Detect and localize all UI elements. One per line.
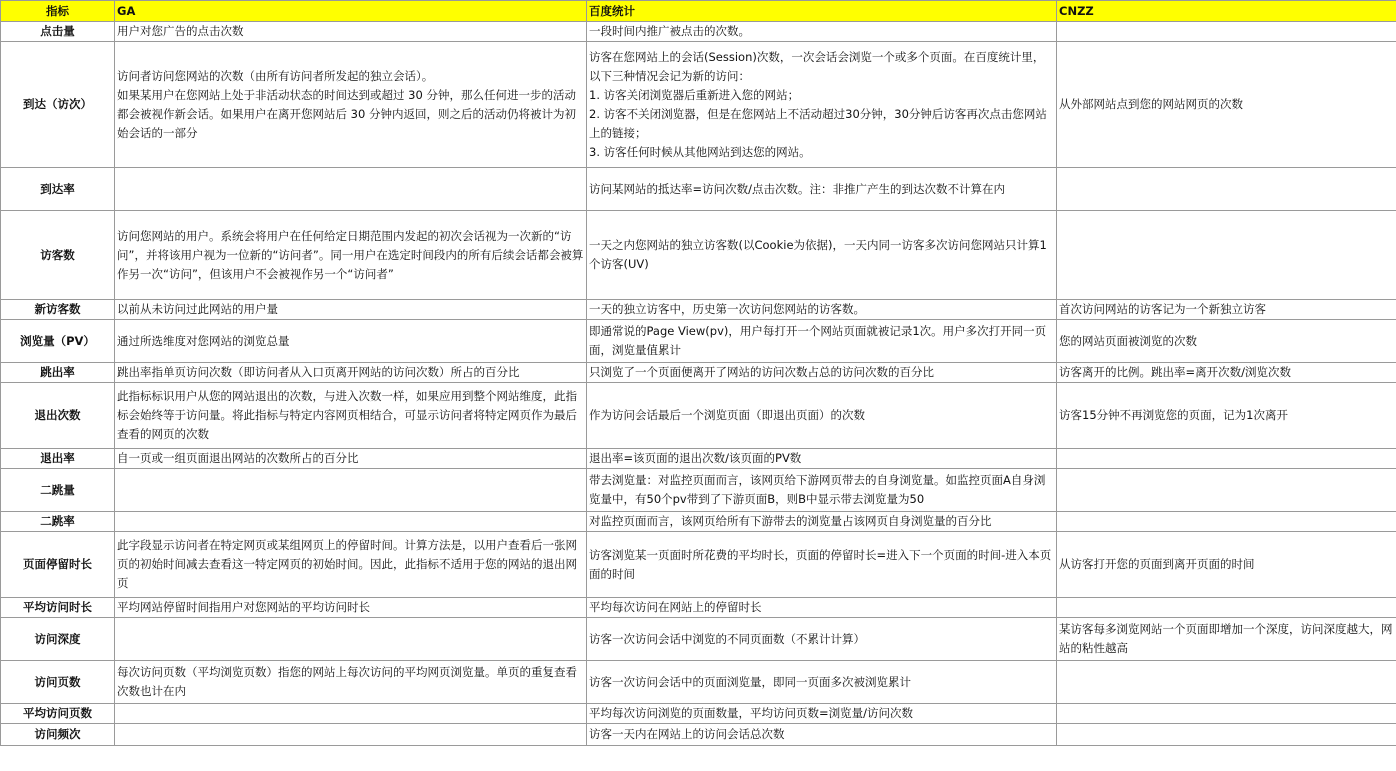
baidu-cell: 访客一次访问会话中浏览的不同页面数（不累计计算） — [587, 618, 1057, 661]
table-row — [1, 42, 1396, 168]
ga-cell: 通过所选维度对您网站的浏览总量 — [115, 320, 587, 363]
table-row — [1, 661, 1396, 704]
cnzz-cell: 从访客打开您的页面到离开页面的时间 — [1057, 532, 1396, 598]
cnzz-cell — [1057, 512, 1396, 532]
baidu-cell: 平均每次访问浏览的页面数量，平均访问页数=浏览量/访问次数 — [587, 704, 1057, 724]
metric-cell: 二跳量 — [1, 469, 115, 512]
baidu-cell: 作为访问会话最后一个浏览页面（即退出页面）的次数 — [587, 383, 1057, 449]
ga-cell: 自一页或一组页面退出网站的次数所占的百分比 — [115, 449, 587, 469]
table-row — [1, 383, 1396, 449]
cnzz-cell — [1057, 469, 1396, 512]
table-body — [1, 22, 1396, 746]
baidu-cell: 访客在您网站上的会话(Session)次数，一次会话会浏览一个或多个页面。在百度统计里，以下三种情况会记为新的访问： 1. 访客关闭浏览器后重新进入您的网站； 2. 访客不关闭浏览器，但是在您网站上不活动超过30分钟，30分钟后访客再次点击您网站上的链接； 3. 访客任何时候从其他网站到达您的网站。 — [587, 42, 1057, 168]
table-row — [1, 211, 1396, 300]
header-ga: GA — [115, 1, 587, 22]
metric-cell: 退出次数 — [1, 383, 115, 449]
table-row — [1, 469, 1396, 512]
ga-cell: 访问您网站的用户。系统会将用户在任何给定日期范围内发起的初次会话视为一次新的“访问”，并将该用户视为一位新的“访问者”。同一用户在选定时间段内的所有后续会话都会被算作另一次“访问”，但该用户不会被视作另一个“访问者” — [115, 211, 587, 300]
header-baidu: 百度统计 — [587, 1, 1057, 22]
metric-cell: 访问深度 — [1, 618, 115, 661]
baidu-cell: 一天之内您网站的独立访客数(以Cookie为依据)，一天内同一访客多次访问您网站只计算1个访客(UV) — [587, 211, 1057, 300]
cnzz-cell — [1057, 661, 1396, 704]
cnzz-cell — [1057, 211, 1396, 300]
baidu-cell: 一天的独立访客中，历史第一次访问您网站的访客数。 — [587, 300, 1057, 320]
ga-cell: 每次访问页数（平均浏览页数）指您的网站上每次访问的平均网页浏览量。单页的重复查看次数也计在内 — [115, 661, 587, 704]
metric-cell: 浏览量（PV） — [1, 320, 115, 363]
ga-cell: 此字段显示访问者在特定网页或某组网页上的停留时间。计算方法是，以用户查看后一张网页的初始时间减去查看这一特定网页的初始时间。因此，此指标不适用于您的网站的退出网页 — [115, 532, 587, 598]
baidu-cell: 访客一次访问会话中的页面浏览量，即同一页面多次被浏览累计 — [587, 661, 1057, 704]
cnzz-cell — [1057, 168, 1396, 211]
baidu-cell: 只浏览了一个页面便离开了网站的访问次数占总的访问次数的百分比 — [587, 363, 1057, 383]
metric-cell: 点击量 — [1, 22, 115, 42]
metric-cell: 平均访问时长 — [1, 598, 115, 618]
header-cnzz: CNZZ — [1057, 1, 1396, 22]
baidu-cell: 带去浏览量：对监控页面而言，该网页给下游网页带去的自身浏览量。如监控页面A自身浏览量中，有50个pv带到了下游页面B，则B中显示带去浏览量为50 — [587, 469, 1057, 512]
table-row — [1, 449, 1396, 469]
table-row — [1, 724, 1396, 746]
cnzz-cell — [1057, 704, 1396, 724]
baidu-cell: 访客一天内在网站上的访问会话总次数 — [587, 724, 1057, 746]
metric-cell: 跳出率 — [1, 363, 115, 383]
table-row — [1, 300, 1396, 320]
baidu-cell: 访客浏览某一页面时所花费的平均时长，页面的停留时长=进入下一个页面的时间-进入本页面的时间 — [587, 532, 1057, 598]
ga-cell — [115, 724, 587, 746]
metric-cell: 访问页数 — [1, 661, 115, 704]
cnzz-cell: 访客离开的比例。跳出率=离开次数/浏览次数 — [1057, 363, 1396, 383]
table-row — [1, 532, 1396, 598]
header-row — [1, 1, 1396, 22]
header-metric: 指标 — [1, 1, 115, 22]
ga-cell: 访问者访问您网站的次数（由所有访问者所发起的独立会话）。 如果某用户在您网站上处于非活动状态的时间达到或超过 30 分钟，那么任何进一步的活动都会被视作新会话。如果用户在离开您网站后 30 分钟内返回，则之后的活动仍将被计为初始会话的一部分 — [115, 42, 587, 168]
table-row — [1, 168, 1396, 211]
baidu-cell: 访问某网站的抵达率=访问次数/点击次数。注：非推广产生的到达次数不计算在内 — [587, 168, 1057, 211]
metric-cell: 新访客数 — [1, 300, 115, 320]
cnzz-cell — [1057, 598, 1396, 618]
table-row — [1, 363, 1396, 383]
baidu-cell: 即通常说的Page View(pv)，用户每打开一个网站页面就被记录1次。用户多次打开同一页面，浏览量值累计 — [587, 320, 1057, 363]
baidu-cell: 对监控页面而言，该网页给所有下游带去的浏览量占该网页自身浏览量的百分比 — [587, 512, 1057, 532]
metric-cell: 到达率 — [1, 168, 115, 211]
ga-cell: 平均网站停留时间指用户对您网站的平均访问时长 — [115, 598, 587, 618]
table-row — [1, 22, 1396, 42]
table-row — [1, 598, 1396, 618]
metric-cell: 页面停留时长 — [1, 532, 115, 598]
ga-cell: 跳出率指单页访问次数（即访问者从入口页离开网站的访问次数）所占的百分比 — [115, 363, 587, 383]
baidu-cell: 一段时间内推广被点击的次数。 — [587, 22, 1057, 42]
metric-cell: 访问频次 — [1, 724, 115, 746]
ga-cell: 以前从未访问过此网站的用户量 — [115, 300, 587, 320]
table-row — [1, 704, 1396, 724]
ga-cell: 用户对您广告的点击次数 — [115, 22, 587, 42]
cnzz-cell: 首次访问网站的访客记为一个新独立访客 — [1057, 300, 1396, 320]
metric-cell: 退出率 — [1, 449, 115, 469]
table-row — [1, 512, 1396, 532]
ga-cell — [115, 618, 587, 661]
cnzz-cell — [1057, 724, 1396, 746]
ga-cell — [115, 168, 587, 211]
table-row — [1, 320, 1396, 363]
cnzz-cell: 从外部网站点到您的网站网页的次数 — [1057, 42, 1396, 168]
ga-cell: 此指标标识用户从您的网站退出的次数，与进入次数一样，如果应用到整个网站维度，此指标会始终等于访问量。将此指标与特定内容网页相结合，可显示访问者将特定网页作为最后查看的网页的次数 — [115, 383, 587, 449]
metric-cell: 二跳率 — [1, 512, 115, 532]
cnzz-cell: 访客15分钟不再浏览您的页面，记为1次离开 — [1057, 383, 1396, 449]
ga-cell — [115, 469, 587, 512]
cnzz-cell — [1057, 449, 1396, 469]
baidu-cell: 退出率=该页面的退出次数/该页面的PV数 — [587, 449, 1057, 469]
baidu-cell: 平均每次访问在网站上的停留时长 — [587, 598, 1057, 618]
table-row — [1, 618, 1396, 661]
metric-cell: 平均访问页数 — [1, 704, 115, 724]
cnzz-cell: 您的网站页面被浏览的次数 — [1057, 320, 1396, 363]
ga-cell — [115, 704, 587, 724]
metric-cell: 访客数 — [1, 211, 115, 300]
ga-cell — [115, 512, 587, 532]
metric-cell: 到达（访次） — [1, 42, 115, 168]
cnzz-cell — [1057, 22, 1396, 42]
cnzz-cell: 某访客每多浏览网站一个页面即增加一个深度，访问深度越大，网站的粘性越高 — [1057, 618, 1396, 661]
